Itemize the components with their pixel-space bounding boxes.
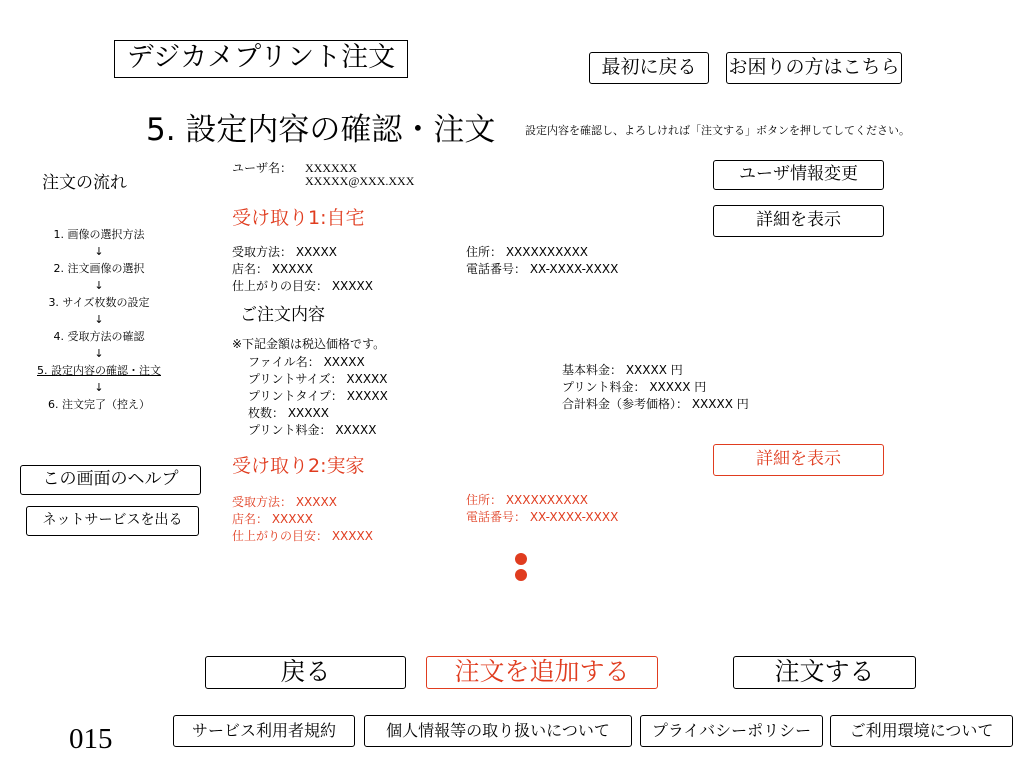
- user-name-value: XXXXXX: [305, 161, 357, 175]
- pickup1-eta: 仕上がりの目安： XXXXX: [232, 279, 373, 293]
- pickup1-title: 受け取り1:自宅: [232, 207, 365, 229]
- order-print-type: プリントタイプ： XXXXX: [248, 389, 388, 403]
- pickup2-method: 受取方法： XXXXX: [232, 495, 337, 509]
- more-items-dot: [515, 569, 527, 581]
- user-name-label: ユーザ名：: [232, 161, 293, 175]
- footer-terms-link[interactable]: サービス利用者規約: [173, 715, 355, 747]
- screen-help-button[interactable]: この画面のヘルプ: [20, 465, 201, 495]
- pickup2-detail-button[interactable]: 詳細を表示: [713, 444, 884, 476]
- add-order-button[interactable]: 注文を追加する: [426, 656, 658, 689]
- app-title: デジカメプリント注文: [114, 40, 408, 78]
- pickup1-detail-button[interactable]: 詳細を表示: [713, 205, 884, 237]
- arrow-down-icon: ↓: [94, 313, 104, 326]
- order-file-name: ファイル名： XXXXX: [248, 355, 365, 369]
- page-instruction: 設定内容を確認し、よろしければ「注文する」ボタンを押してしてください。: [525, 124, 910, 137]
- order-print-fee: プリント料金： XXXXX: [248, 423, 377, 437]
- order-print-fee-total: プリント料金： XXXXX 円: [562, 380, 707, 394]
- order-grand-total: 合計料金（参考価格）： XXXXX 円: [562, 397, 749, 411]
- sidebar-steps: [20, 226, 178, 413]
- pickup2-address: 住所： XXXXXXXXXX: [466, 493, 589, 507]
- order-print-size: プリントサイズ： XXXXX: [248, 372, 388, 386]
- sidebar-step-2: 2. 注文画像の選択: [53, 262, 145, 275]
- tax-note: ※下記金額は税込価格です。: [232, 337, 386, 351]
- sidebar-title: 注文の流れ: [42, 173, 127, 193]
- page-number: 015: [69, 723, 113, 755]
- pickup2-eta: 仕上がりの目安： XXXXX: [232, 529, 373, 543]
- page-title: 5. 設定内容の確認・注文: [146, 112, 496, 148]
- footer-environment-link[interactable]: ご利用環境について: [830, 715, 1013, 747]
- footer-privacy-handling-link[interactable]: 個人情報等の取り扱いについて: [364, 715, 632, 747]
- pickup1-phone: 電話番号： XX-XXXX-XXXX: [466, 262, 619, 276]
- more-items-dot: [515, 553, 527, 565]
- sidebar-step-3: 3. サイズ枚数の設定: [48, 296, 150, 309]
- arrow-down-icon: ↓: [94, 279, 104, 292]
- footer-privacy-policy-link[interactable]: プライバシーポリシー: [640, 715, 823, 747]
- change-user-info-button[interactable]: ユーザ情報変更: [713, 160, 884, 190]
- help-link-button[interactable]: お困りの方はこちら: [726, 52, 902, 84]
- back-to-start-button[interactable]: 最初に戻る: [589, 52, 709, 84]
- exit-net-service-button[interactable]: ネットサービスを出る: [26, 506, 199, 536]
- arrow-down-icon: ↓: [94, 347, 104, 360]
- user-email-value: XXXXX@XXX.XXX: [305, 174, 415, 188]
- sidebar-step-6: 6. 注文完了（控え）: [48, 398, 150, 411]
- sidebar-step-1: 1. 画像の選択方法: [53, 228, 145, 241]
- pickup1-store: 店名： XXXXX: [232, 262, 313, 276]
- pickup2-phone: 電話番号： XX-XXXX-XXXX: [466, 510, 619, 524]
- order-title: ご注文内容: [240, 305, 325, 325]
- arrow-down-icon: ↓: [94, 381, 104, 394]
- sidebar-step-5-current: 5. 設定内容の確認・注文: [37, 364, 161, 377]
- pickup1-address: 住所： XXXXXXXXXX: [466, 245, 589, 259]
- pickup2-store: 店名： XXXXX: [232, 512, 313, 526]
- order-count: 枚数： XXXXX: [248, 406, 329, 420]
- submit-order-button[interactable]: 注文する: [733, 656, 916, 689]
- pickup1-method: 受取方法： XXXXX: [232, 245, 337, 259]
- pickup2-title: 受け取り2:実家: [232, 455, 365, 477]
- arrow-down-icon: ↓: [94, 245, 104, 258]
- sidebar-step-4: 4. 受取方法の確認: [53, 330, 145, 343]
- order-base-fee-total: 基本料金： XXXXX 円: [562, 363, 683, 377]
- back-button[interactable]: 戻る: [205, 656, 406, 689]
